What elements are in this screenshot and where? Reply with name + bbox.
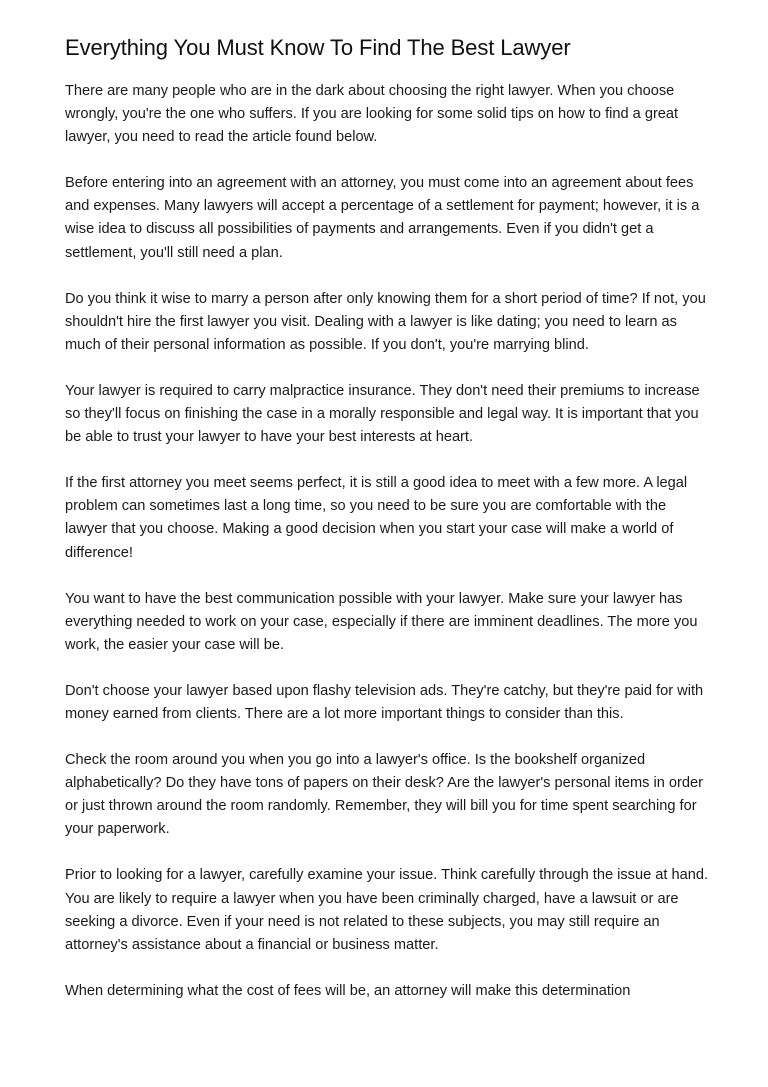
paragraph: Do you think it wise to marry a person after only knowing them for a short period of time? If not, you shouldn't hire the first lawyer you visit. Dealing with a lawyer is like dating; you need to learn as much of their personal information as possible. If you don't, you're marrying blind.	[65, 290, 706, 353]
paragraph: Don't choose your lawyer based upon flashy television ads. They're catchy, but they're paid for with money earned from clients. There are a lot more important things to consider than this.	[65, 682, 704, 722]
paragraph: Before entering into an agreement with an attorney, you must come into an agreement about fees and expenses. Many lawyers will accept a percentage of a settlement for payment; however, it is a wise idea to discuss all possibilities of payments and arrangements. Even if you didn't get a settlement, you'll still need a plan.	[65, 175, 700, 261]
paragraph: If the first attorney you meet seems perfect, it is still a good idea to meet with a few more. A legal problem can sometimes last a long time, so you need to be sure you are comfortable with the lawyer that you choose. Making a good decision when you start your case will make a world of difference!	[65, 475, 688, 561]
document-title: Everything You Must Know To Find The Best Lawyer	[65, 35, 571, 60]
paragraph: There are many people who are in the dark about choosing the right lawyer. When you choose wrongly, you're the one who suffers. If you are looking for some solid tips on how to find a great lawyer, you need to read the article found below.	[65, 83, 679, 146]
paragraph: When determining what the cost of fees will be, an attorney will make this determination	[65, 982, 631, 999]
paragraph: Your lawyer is required to carry malpractice insurance. They don't need their premiums to increase so they'll focus on finishing the case in a morally responsible and legal way. It is important that you be able to trust your lawyer to have your best interests at heart.	[65, 382, 700, 446]
paragraph: Check the room around you when you go into a lawyer's office. Is the bookshelf organized alphabetically? Do they have tons of papers on their desk? Are the lawyer's personal items in order or just thrown around the room randomly. Remember, they will bill you for time spent searching for your paperwork.	[65, 752, 703, 838]
paragraph: Prior to looking for a lawyer, carefully examine your issue. Think carefully through the issue at hand. You are likely to require a lawyer when you have been criminally charged, have a lawsuit or are seeking a divorce. Even if your need is not related to these subjects, you may still require an attorney's assistance about a financial or business matter.	[65, 867, 708, 953]
paragraph: You want to have the best communication possible with your lawyer. Make sure your lawyer has everything needed to work on your case, especially if there are imminent deadlines. The more you work, the easier your case will be.	[65, 590, 698, 653]
document-page	[65, 34, 710, 1026]
